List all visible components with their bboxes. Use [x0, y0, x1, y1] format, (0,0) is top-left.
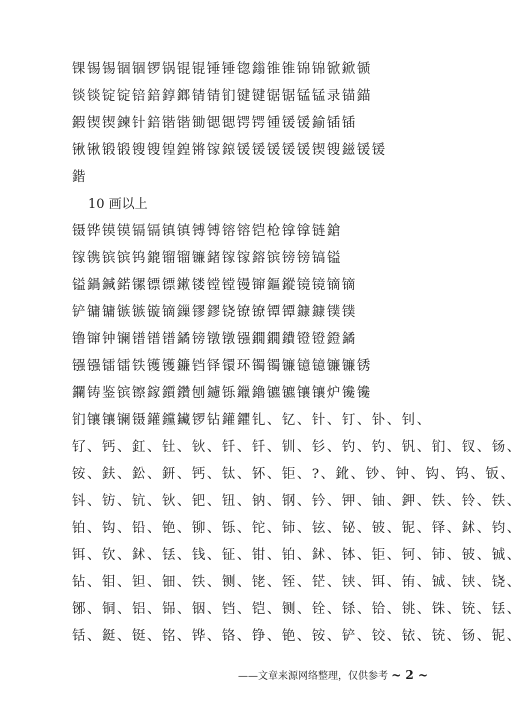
- text-line: 钌、钙、釭、钍、钬、钎、钎、钏、钐、钓、钓、钒、钔、钗、钖、: [72, 440, 522, 455]
- text-line: 鍇: [72, 170, 87, 185]
- text-line: 锞锡锡锢锢锣锅锟锟锤锤锪鎓锥锥锦锦锨鍁锧: [72, 62, 372, 77]
- text-line: 鑭铸鉴镔镲鎵鑕鑽刨鑢铄鑞鑥镳镳镶镶炉镵镵: [72, 386, 372, 401]
- text-line: 铂、钩、铅、铯、铆、铄、铊、铈、铉、铋、铍、铌、铎、鉥、钧、: [72, 521, 522, 536]
- text-line: 镓镌镔镔钨鎞镏镏镰鍺镓镓鎔镔镑镑镐镒: [72, 251, 342, 266]
- text-line: 锬锬锭锭锫錇錞鎯锖锖钔键键锯锯锰锰录锚錨: [72, 89, 372, 104]
- page-number: ~ 2 ~: [391, 668, 429, 682]
- footer-source-note: ——文章来源网络整理，仅供参考: [238, 671, 388, 682]
- text-line: 铒、钦、鉥、铥、钱、钲、钳、铂、鉥、钵、钜、钶、铈、铍、铖、: [72, 548, 522, 563]
- text-line: 鍜锲锲鍊针錇锴锴锄锶锶锷锷锺锾锾鍮锸锸: [72, 116, 357, 131]
- text-line: 钭、钫、钪、钬、钯、钮、钠、钢、钤、钾、铀、鉀、铁、铃、铁、: [72, 494, 522, 509]
- text-line: 铘、铜、铝、铞、铟、铛、铠、铡、铨、铩、铪、铫、铢、铳、铥、: [72, 602, 522, 617]
- section-heading: 10 画以上: [88, 197, 148, 212]
- text-line: 镒鍋鍼鍩镙镖镖鏉镂镗镗镘镩鏂鏦镜镜镝镝: [72, 278, 357, 293]
- text-line: 铦、鋌、铤、铭、铧、铬、铮、铯、铵、铲、铰、铱、铳、钖、铌、: [72, 629, 522, 644]
- text-line: 镥镩钟镧镨镨镨鐍镑镦镦镪鐗鐗鐨镫镫鐙鐍: [72, 332, 357, 347]
- page-footer: [238, 668, 428, 684]
- text-line: 铵、鈇、鈆、鈃、钙、钛、钚、钜、?、鈋、钞、钟、钩、钨、钣、: [72, 467, 516, 482]
- text-line: 铲镛镛镞镞镟镝鏁镠鏐铙镣镣镡镡鏮鏮镤镤: [72, 305, 357, 320]
- text-line: 镪镪镭镭铁镬镬鐮铛铎镮环镯镯镰镱镱镰镰锈: [72, 359, 372, 374]
- text-line: 锹锹锻锻锼锼锽鍠锵镓鎄锾锾锾锾锾锲锼鎡锾锾: [72, 143, 387, 158]
- text-line: 镊铧镆镆镉镉镇镇镈镈镕镕铠枪镎镎链鎗: [72, 224, 342, 239]
- text-line: 钔镶镶镧镊鑵钂鑶锣钻鑵鑺钆、钇、针、钉、钋、钊、: [72, 413, 432, 428]
- text-line: 钻、钼、钽、钿、铁、铡、铑、铚、铓、铗、铒、铕、铖、铗、铙、: [72, 575, 522, 590]
